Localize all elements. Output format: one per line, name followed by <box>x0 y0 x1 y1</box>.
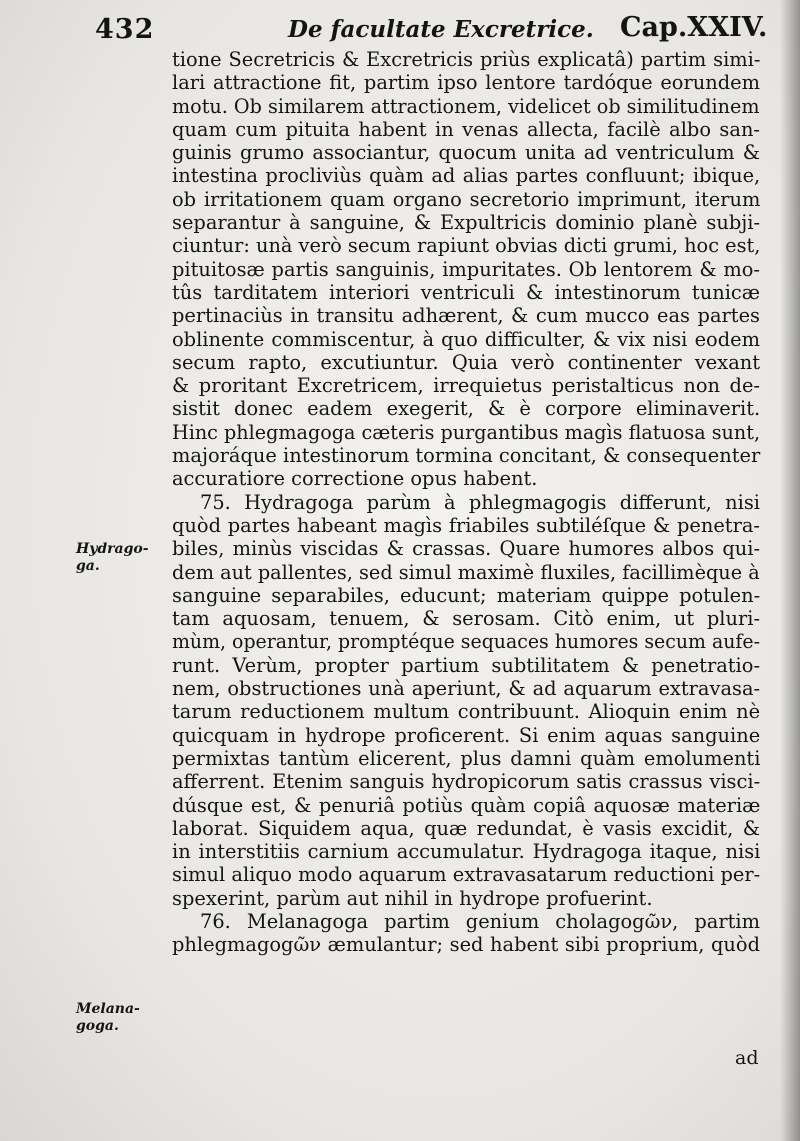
text-line: biles, minùs viscidas & crassas. Quare humores albos qui- <box>172 537 760 561</box>
margin-note-line: Melana- <box>76 1001 140 1017</box>
text-line: laborat. Siquidem aqua, quæ redundat, è vasis excidit, & <box>172 816 760 840</box>
text-line: dem aut pallentes, sed simul maximè fluxiles, facillimèque à <box>172 560 760 584</box>
text-line: ciuntur: unà verò secum rapiunt obvias dicti grumi, hoc est, <box>172 234 761 258</box>
text-line: lari attractione fit, partim ipso lentore tardóque eorundem <box>172 71 760 95</box>
text-line: secum rapto, excutiuntur. Quia verò continenter vexant <box>172 350 761 374</box>
text-line: pituitosæ partis sanguinis, impuritates. Ob lentorem & mo- <box>172 257 760 281</box>
text-line: separantur à sanguine, & Expultricis dominio planè subji- <box>172 211 760 235</box>
margin-note-line: ga. <box>76 558 100 574</box>
text-line: guinis grumo associantur, quocum unita ad ventriculum & <box>172 141 760 165</box>
text-line: quam cum pituita habent in venas allecta, facilè albo san- <box>172 117 760 141</box>
text-line: dúsque est, & penuriâ potiùs quàm copiâ aquosæ materiæ <box>172 793 761 817</box>
text-line: tam aquosam, tenuem, & serosam. Citò enim, ut pluri- <box>172 607 760 631</box>
text-line: quòd partes habeant magìs friabiles subtiléſque & penetra- <box>172 513 760 537</box>
text-line: mùm, operantur, promptéque sequaces humores secum aufe- <box>172 630 760 654</box>
text-line: tûs tarditatem interiori ventriculi & intestinorum tunicæ <box>172 280 760 304</box>
text-line: majoráque intestinorum tormina concitant, & consequenter <box>172 444 761 468</box>
margin-note-hydragoga <box>76 541 149 575</box>
paragraph-75-start: 75. Hydragoga parùm à phlegmagogis differunt, nisi <box>200 490 760 514</box>
chapter-label: Cap.XXIV. <box>620 12 768 43</box>
text-line: tarum reductionem multum contribuunt. Alioquin enim nè <box>172 700 761 724</box>
catchword: ad <box>735 1047 759 1069</box>
paragraph-end-line: accuratiore correctione opus habent. <box>172 467 538 491</box>
text-line: pertinaciùs in transitu adhærent, & cum mucco eas partes <box>172 304 760 328</box>
text-line: ob irritationem quam organo secretorio imprimunt, iterum <box>172 187 761 211</box>
text-line: Hinc phlegmagoga cæteris purgantibus magìs flatuosa sunt, <box>172 420 761 444</box>
text-line: sistit donec eadem exegerit, & è corpore eliminaverit. <box>172 397 761 421</box>
margin-note-melanagoga <box>76 1001 140 1035</box>
text-line: simul aliquo modo aquarum extravasatarum reductioni per- <box>172 863 761 887</box>
margin-note-line: goga. <box>76 1018 119 1034</box>
text-line: in interstitiis carnium accumulatur. Hydragoga itaque, nisi <box>172 840 761 864</box>
text-line: & proritant Excretricem, irrequietus peristalticus non de- <box>172 374 760 398</box>
text-line: nem, obstructiones unà aperiunt, & ad aquarum extravasa- <box>172 677 761 701</box>
text-line: quicquam in hydrope proficerent. Si enim aquas sanguine <box>172 723 761 747</box>
paragraph-76-start: 76. Melanagoga partim genium cholagogῶν, partim <box>200 909 760 933</box>
running-title: De facultate Excretrice. <box>288 16 594 43</box>
margin-note-line: Hydrago- <box>76 541 149 557</box>
text-line: afferrent. Etenim sanguis hydropicorum satis crassus visci- <box>172 770 761 794</box>
page-number: 432 <box>95 14 155 45</box>
text-line: intestina procliviùs quàm ad alias partes confluunt; ibique, <box>172 164 761 188</box>
text-line: runt. Verùm, propter partium subtilitatem & penetratio- <box>172 653 760 677</box>
text-line: motu. Ob similarem attractionem, videlicet ob similitudinem <box>172 94 760 118</box>
text-line: sanguine separabiles, educunt; materiam quippe potulen- <box>172 583 761 607</box>
page-edge-shadow <box>780 0 800 1141</box>
text-line: permixtas tantùm elicerent, plus damni quàm emolumenti <box>172 746 761 770</box>
text-line: phlegmagogῶν æmulantur; sed habent sibi proprium, quòd <box>172 933 760 957</box>
text-line: oblinente commiscentur, à quo difficulter, & vix nisi eodem <box>172 327 760 351</box>
text-line: tione Secretricis & Excretricis priùs explicatâ) partim simi- <box>172 48 761 71</box>
body-text <box>172 48 760 957</box>
paragraph-end-line: spexerint, parùm aut nihil in hydrope profuerint. <box>172 886 653 910</box>
